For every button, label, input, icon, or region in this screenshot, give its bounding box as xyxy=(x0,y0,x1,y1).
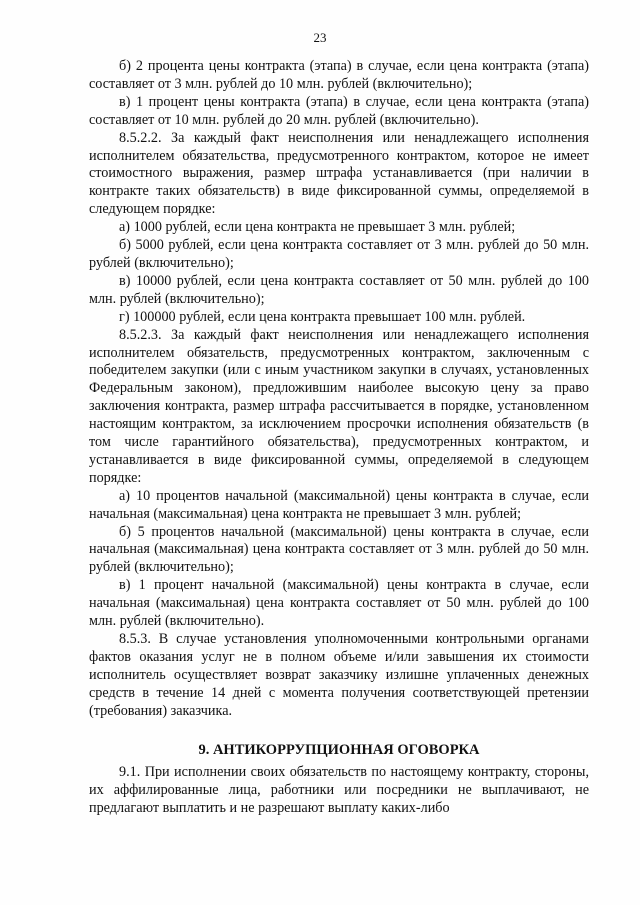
paragraph: в) 10000 рублей, если цена контракта составляет от 50 млн. рублей до 100 млн. рублей (включительно); xyxy=(89,272,589,307)
paragraph: 8.5.2.3. За каждый факт неисполнения или ненадлежащего исполнения исполнителем обязательств, предусмотренных контрактом, заключенным с победителем закупки (или с иным участником закупки в случаях, установленных Федеральным законом), предложившим наиболее высокую цену за право заключения контракта, размер штрафа рассчитывается в порядке, установленном настоящим контрактом, за исключением просрочки исполнения обязательств (в том числе гарантийного обязательства), предусмотренных контрактом, и устанавливается в виде фиксированной суммы, определяемой в следующем порядке: xyxy=(89,326,589,486)
paragraph: в) 1 процент начальной (максимальной) цены контракта в случае, если начальная (максимальная) цена контракта составляет от 50 млн. рублей до 100 млн. рублей (включительно). xyxy=(89,577,589,630)
document-body xyxy=(89,58,589,721)
paragraph: в) 1 процент цены контракта (этапа) в случае, если цена контракта (этапа) составляет от 10 млн. рублей до 20 млн. рублей (включительно). xyxy=(89,93,589,128)
paragraph: 8.5.3. В случае установления уполномоченными контрольными органами фактов оказания услуг не в полном объеме и/или завышения их стоимости исполнитель осуществляет возврат заказчику излишне уплаченных денежных средств в течение 14 дней с момента получения соответствующей претензии (требования) заказчика. xyxy=(89,631,589,719)
section-heading: 9. АНТИКОРРУПЦИОННАЯ ОГОВОРКА xyxy=(198,742,480,758)
section-body xyxy=(89,764,589,818)
paragraph: а) 1000 рублей, если цена контракта не превышает 3 млн. рублей; xyxy=(119,219,516,236)
paragraph: г) 100000 рублей, если цена контракта превышает 100 млн. рублей. xyxy=(119,308,526,325)
paragraph: б) 5000 рублей, если цена контракта составляет от 3 млн. рублей до 50 млн. рублей (включительно); xyxy=(89,237,589,271)
paragraph: а) 10 процентов начальной (максимальной) цены контракта в случае, если начальная (максимальная) цена контракта не превышает 3 млн. рублей; xyxy=(89,487,589,522)
paragraph: 8.5.2.2. За каждый факт неисполнения или ненадлежащего исполнения исполнителем обязательства, предусмотренного контрактом, которое не имеет стоимостного выражения, размер штрафа устанавливается (при наличии в контракте таких обязательств) в виде фиксированной суммы, определяемой в следующем порядке: xyxy=(89,129,589,218)
page-number: 23 xyxy=(313,30,327,45)
paragraph: б) 2 процента цены контракта (этапа) в случае, если цена контракта (этапа) составляет от 3 млн. рублей до 10 млн. рублей (включительно); xyxy=(89,58,589,92)
paragraph: 9.1. При исполнении своих обязательств по настоящему контракту, стороны, их аффилированные лица, работники или посредники не выплачивают, не предлагают выплатить и не разрешают выплату каких-либо xyxy=(89,764,589,816)
paragraph: б) 5 процентов начальной (максимальной) цены контракта в случае, если начальная (максимальная) цена контракта составляет от 3 млн. рублей до 50 млн. рублей (включительно); xyxy=(89,523,589,576)
